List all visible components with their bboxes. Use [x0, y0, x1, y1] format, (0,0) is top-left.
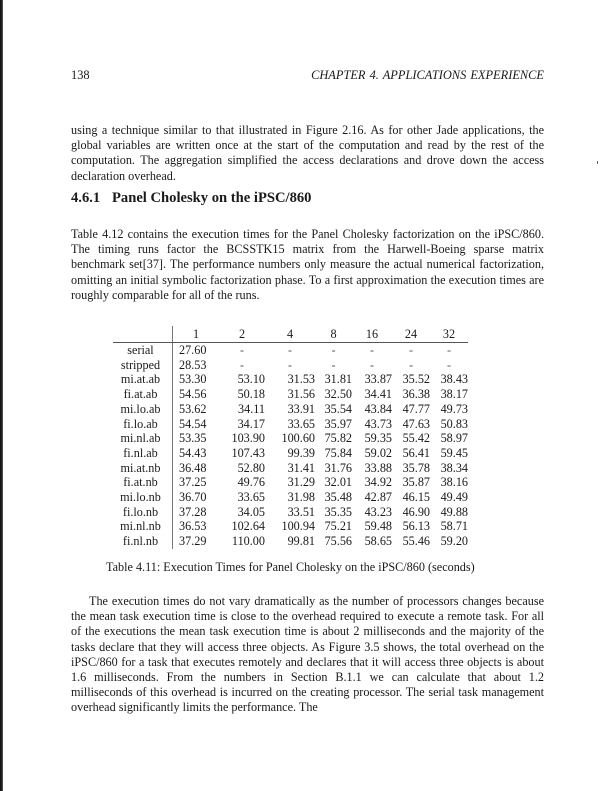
table-cell: 42.87 — [364, 490, 392, 505]
table-body — [113, 343, 468, 549]
table-cell: 33.51 — [287, 504, 315, 519]
table-cell: 46.90 — [402, 504, 430, 519]
table-cell: 47.63 — [402, 416, 430, 431]
chapter-title: CHAPTER 4. APPLICATIONS EXPERIENCE — [311, 68, 544, 82]
table-cell: 59.45 — [440, 445, 468, 460]
table-cell: 34.11 — [238, 401, 265, 416]
margin-mark — [597, 161, 598, 164]
row-label: mi.at.ab — [113, 372, 173, 387]
table-cell: 75.82 — [324, 431, 352, 446]
table-cell: 49.88 — [440, 504, 468, 519]
column-header: 8 — [315, 326, 352, 343]
table-cell: 33.88 — [364, 460, 392, 475]
table-cell: 35.78 — [402, 460, 430, 475]
table-cell: 27.60 — [179, 343, 207, 357]
table-cell: 53.35 — [179, 431, 207, 446]
table-cell: 75.56 — [324, 534, 352, 549]
table-cell: 50.83 — [440, 416, 468, 431]
table-cell: 53.30 — [179, 372, 207, 387]
table-cell: 100.60 — [281, 431, 315, 446]
table-row — [113, 343, 468, 358]
table-row — [113, 431, 468, 446]
table-cell: 36.53 — [179, 519, 207, 534]
table-cell: 103.90 — [231, 431, 265, 446]
table-cell: 55.46 — [402, 534, 430, 549]
table-cell: 38.16 — [440, 475, 468, 490]
table-cell: 33.87 — [364, 372, 392, 387]
table-cell: 54.43 — [179, 445, 207, 460]
table-cell: 35.52 — [402, 372, 430, 387]
table-cell: 34.92 — [364, 475, 392, 490]
table-cell: 38.17 — [440, 387, 468, 402]
section-number: 4.6.1 — [71, 190, 101, 206]
table-cell: 34.05 — [237, 504, 265, 519]
table-cell: 31.81 — [324, 372, 352, 387]
column-header: 32 — [430, 326, 468, 343]
paragraph-intro: using a technique similar to that illustrated in Figure 2.16. As for other Jade applications, the global variables are written once at the start of the computation and read by the rest of the computation. The aggregation simplified the access declarations and drove down the access declaration overhead. — [71, 123, 544, 183]
table-cell: 99.39 — [287, 445, 315, 460]
table-cell: 32.50 — [324, 387, 352, 402]
table-cell: 49.49 — [440, 490, 468, 505]
table-row — [113, 475, 468, 490]
table-cell: 37.28 — [179, 504, 207, 519]
table-cell: 75.84 — [324, 445, 352, 460]
table-cell: 52.80 — [237, 460, 265, 475]
page-number: 138 — [71, 68, 90, 82]
table-row — [113, 490, 468, 505]
table-cell: 43.84 — [364, 401, 392, 416]
column-header: 1 — [173, 326, 220, 343]
table-cell: 49.76 — [237, 475, 265, 490]
table-cell: 33.65 — [287, 416, 315, 431]
table-row — [113, 372, 468, 387]
table-cell: 53.10 — [237, 372, 265, 387]
row-label: fi.at.nb — [113, 475, 173, 490]
table-cell: 59.35 — [364, 431, 392, 446]
table-row — [113, 446, 468, 461]
table-row — [113, 519, 468, 534]
table-cell: - — [369, 357, 375, 372]
table-caption: Table 4.11: Execution Times for Panel Cholesky on the iPSC/860 (seconds) — [106, 560, 475, 574]
header-corner — [113, 326, 173, 343]
table-cell: 35.87 — [402, 475, 430, 490]
table-cell: - — [408, 357, 414, 372]
table-cell: 110.00 — [231, 534, 265, 549]
table-cell: 55.42 — [402, 431, 430, 446]
table-header-row — [113, 326, 468, 343]
column-header: 4 — [265, 326, 315, 343]
table-cell: 59.48 — [364, 519, 392, 534]
scan-edge — [0, 0, 3, 791]
table-cell: 31.76 — [324, 460, 352, 475]
table-cell: 38.43 — [440, 372, 468, 387]
table-cell: 53.62 — [179, 401, 207, 416]
table-cell: 58.65 — [364, 534, 392, 549]
table-cell: 59.02 — [364, 445, 392, 460]
table-cell: 36.48 — [179, 460, 207, 475]
table-cell: 100.94 — [281, 519, 315, 534]
table-cell: 35.54 — [324, 401, 352, 416]
row-label: serial — [113, 343, 173, 358]
row-label: mi.lo.ab — [113, 402, 173, 417]
results-table-container — [113, 326, 468, 549]
row-label: mi.at.nb — [113, 461, 173, 476]
row-label: mi.nl.nb — [113, 519, 173, 534]
table-cell: 36.70 — [179, 490, 207, 505]
table-cell: 58.71 — [440, 519, 468, 534]
table-cell: - — [239, 343, 245, 357]
table-cell: - — [446, 357, 452, 372]
table-cell: 35.97 — [324, 416, 352, 431]
row-label: fi.nl.nb — [113, 534, 173, 549]
table-cell: - — [369, 343, 375, 357]
table-cell: 54.56 — [179, 387, 207, 402]
table-cell: - — [287, 357, 293, 372]
paragraph-section-intro: Table 4.12 contains the execution times for the Panel Cholesky factorization on the iPSC/860. The timing runs factor the BCSSTK15 matrix from the Harwell-Boeing sparse matrix benchmark set[37]. The performance numbers only measure the actual numerical factorization, omitting an initial symbolic factorization phase. To a first approximation the execution times are roughly comparable for all of the runs. — [71, 227, 544, 302]
column-header: 24 — [392, 326, 430, 343]
row-label: fi.lo.ab — [113, 417, 173, 432]
table-cell: 107.43 — [231, 445, 265, 460]
table-cell: - — [239, 357, 245, 372]
table-row — [113, 505, 468, 520]
table-cell: 37.29 — [179, 534, 207, 549]
column-header: 2 — [219, 326, 265, 343]
table-row — [113, 417, 468, 432]
table-cell: 54.54 — [179, 416, 207, 431]
table-cell: 34.41 — [364, 387, 392, 402]
table-cell: 38.34 — [440, 460, 468, 475]
table-cell: 34.17 — [237, 416, 265, 431]
section-title: Panel Cholesky on the iPSC/860 — [112, 190, 312, 206]
table-row — [113, 358, 468, 373]
table-cell: 37.25 — [179, 475, 207, 490]
table-cell: 49.73 — [440, 401, 468, 416]
table-cell: 47.77 — [402, 401, 430, 416]
table-cell: 58.97 — [440, 431, 468, 446]
table-cell: 75.21 — [324, 519, 352, 534]
table-cell: 32.01 — [324, 475, 352, 490]
table-row — [113, 461, 468, 476]
table-cell: - — [331, 357, 336, 372]
section-heading — [71, 190, 311, 207]
paragraph-discussion: The execution times do not vary dramatically as the number of processors changes because the mean task execution time is close to the overhead required to execute a remote task. For all of the executions the mean task execution time is about 2 milliseconds and the majority of the tasks declare that they will access three objects. As Figure 3.5 shows, the total overhead on the iPSC/860 for a task that executes remotely and declares that it will access three objects is about 1.6 milliseconds. From the numbers in Section B.1.1 we can calculate that about 1.2 milliseconds of this overhead is incurred on the creating processor. The serial task management overhead significantly limits the performance. The — [71, 594, 544, 715]
execution-times-table — [113, 326, 468, 549]
table-cell: 102.64 — [231, 519, 265, 534]
table-cell: 99.81 — [287, 534, 315, 549]
table-cell: - — [287, 343, 293, 357]
table-cell: 59.20 — [440, 534, 468, 549]
table-cell: - — [331, 343, 336, 357]
table-cell: - — [446, 343, 452, 357]
table-cell: 56.41 — [402, 445, 430, 460]
row-label: mi.lo.nb — [113, 490, 173, 505]
table-cell: 33.91 — [287, 401, 315, 416]
table-cell: 28.53 — [179, 357, 207, 372]
table-cell: 31.56 — [287, 387, 315, 402]
table-row — [113, 387, 468, 402]
table-cell: 36.38 — [402, 387, 430, 402]
row-label: stripped — [113, 358, 173, 373]
table-cell: 35.35 — [324, 504, 352, 519]
row-label: mi.nl.ab — [113, 431, 173, 446]
table-cell: - — [408, 343, 414, 357]
running-head — [71, 68, 544, 84]
table-cell: 43.73 — [364, 416, 392, 431]
row-label: fi.at.ab — [113, 387, 173, 402]
table-cell: 33.65 — [237, 490, 265, 505]
row-label: fi.nl.ab — [113, 446, 173, 461]
table-row — [113, 402, 468, 417]
table-cell: 31.98 — [287, 490, 315, 505]
table-cell: 31.53 — [287, 372, 315, 387]
table-cell: 43.23 — [364, 504, 392, 519]
table-cell: 56.13 — [402, 519, 430, 534]
table-cell: 31.41 — [287, 460, 315, 475]
table-cell: 50.18 — [237, 387, 265, 402]
table-cell: 46.15 — [402, 490, 430, 505]
table-cell: 31.29 — [287, 475, 315, 490]
column-header: 16 — [352, 326, 392, 343]
table-cell: 35.48 — [324, 490, 352, 505]
row-label: fi.lo.nb — [113, 505, 173, 520]
table-row — [113, 534, 468, 549]
